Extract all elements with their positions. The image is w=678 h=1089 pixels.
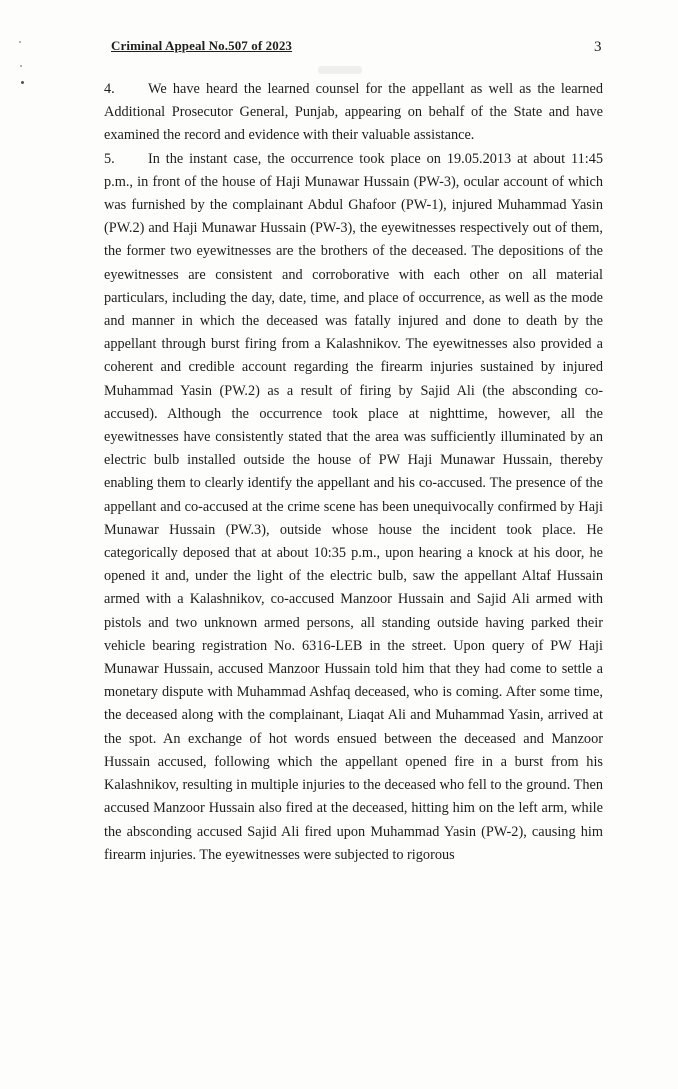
paragraph-4 (104, 78, 603, 148)
paragraph-5 (104, 148, 603, 867)
scan-speck (19, 41, 21, 43)
paragraph-number: 4. (104, 81, 115, 97)
scan-smudge (318, 66, 362, 74)
scan-speck (20, 65, 22, 67)
paragraph-text: In the instant case, the occurrence took place on 19.05.2013 at about 11:45 p.m., in front of the house of Haji Munawar Hussain (PW-3), ocular account of which was furnished by the complainant Abdul Ghafoor (PW-1), injured Muhammad Yasin (PW.2) and Haji Munawar Hussain (PW-3), the eyewitnesses respectively out of them, the former two eyewitnesses are the brothers of the deceased. The depositions of the eyewitnesses are consistent and corroborative with each other on all material particulars, including the day, date, time, and place of occurrence, as well as the mode and manner in which the deceased was fatally injured and done to death by the appellant through burst firing from a Kalashnikov. The eyewitnesses also provided a coherent and credible account regarding the firearm injuries sustained by injured Muhammad Yasin (PW.2) as a result of firing by Sajid Ali (the absconding co-accused). Although the occurrence took place at nighttime, however, all the eyewitnesses have consistently stated that the area was sufficiently illuminated by an electric bulb installed outside the house of PW Haji Munawar Hussain, thereby enabling them to clearly identify the appellant and his co-accused. The presence of the appellant and co-accused at the crime scene has been unequivocally confirmed by Haji Munawar Hussain (PW.3), outside whose house the incident took place. He categorically deposed that at about 10:35 p.m., upon hearing a knock at his door, he opened it and, under the light of the electric bulb, saw the appellant Altaf Hussain armed with a Kalashnikov, co-accused Manzoor Hussain and Sajid Ali armed with pistols and two unknown armed persons, all standing outside having parked their vehicle bearing registration No. 6316-LEB in the street. Upon query of PW Haji Munawar Hussain, accused Manzoor Hussain told him that they had come to settle a monetary dispute with Muhammad Ashfaq deceased, who is coming. After some time, the deceased along with the complainant, Liaqat Ali and Muhammad Yasin, arrived at the spot. An exchange of hot words ensued between the deceased and Manzoor Hussain accused, following which the appellant opened fire in a burst from his Kalashnikov, resulting in multiple injuries to the deceased who fell to the ground. Then accused Manzoor Hussain also fired at the deceased, hitting him on the left arm, while the absconding accused Sajid Ali fired upon Muhammad Yasin (PW-2), causing him firearm injuries. The eyewitnesses were subjected to rigorous (104, 150, 603, 863)
judgment-body (104, 78, 603, 867)
paragraph-text: We have heard the learned counsel for the appellant as well as the learned Additional Prosecutor General, Punjab, appearing on behalf of the State and have examined the record and evidence with their valuable assistance. (104, 81, 603, 144)
case-title: Criminal Appeal No.507 of 2023 (111, 38, 293, 53)
page-number: 3 (594, 39, 602, 55)
scan-speck (21, 81, 24, 84)
paragraph-number: 5. (104, 150, 115, 167)
